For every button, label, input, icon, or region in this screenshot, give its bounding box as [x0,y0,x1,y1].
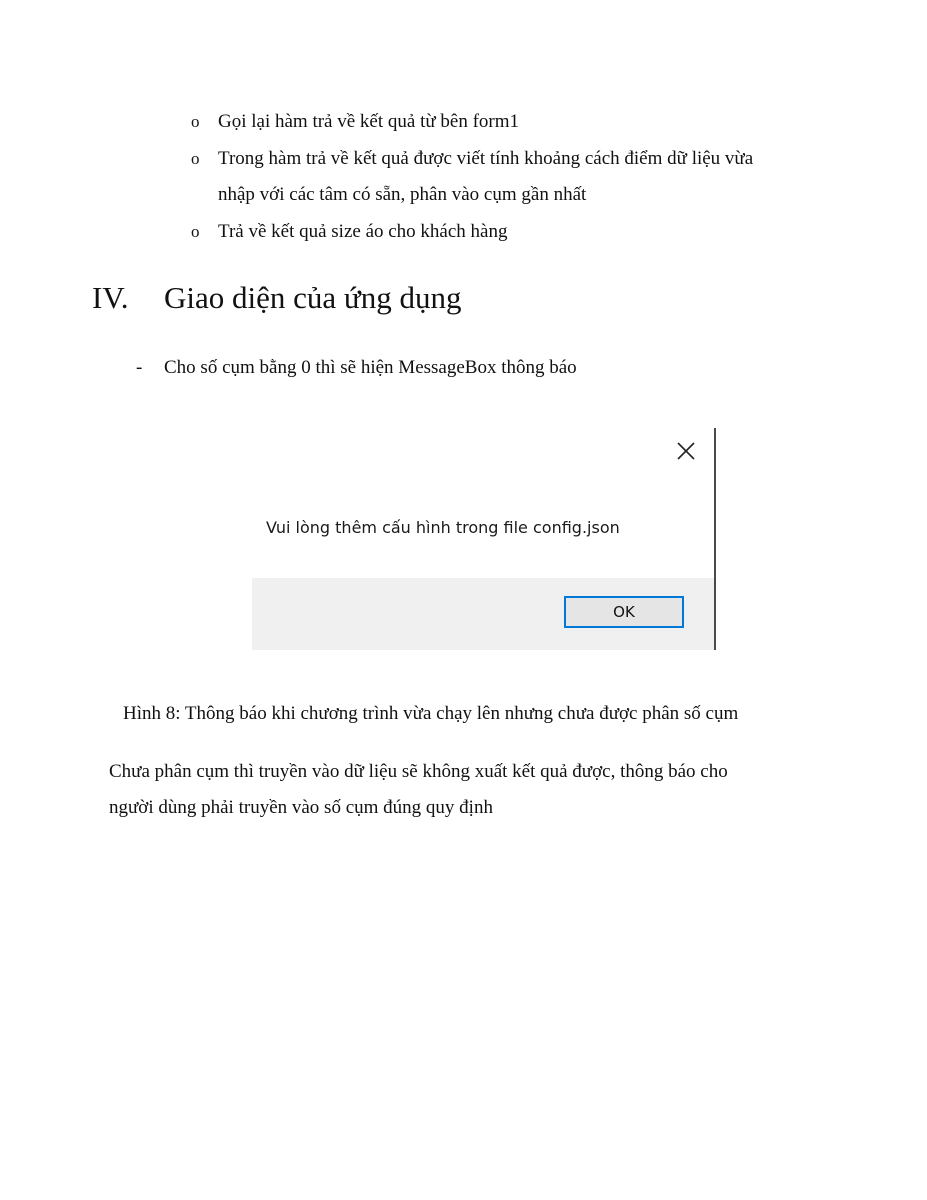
figure-caption: Hình 8: Thông báo khi chương trình vừa chạy lên nhưng chưa được phân số cụm [123,703,739,724]
list-item-text: Trả về kết quả size áo cho khách hàng [218,221,508,242]
list-item-text: Trong hàm trả về kết quả được viết tính khoảng cách điểm dữ liệu vừa [218,148,754,169]
paragraph-line: Chưa phân cụm thì truyền vào dữ liệu sẽ không xuất kết quả được, thông báo cho [109,761,728,782]
dash-item-text: Cho số cụm bằng 0 thì sẽ hiện MessageBox thông báo [164,357,577,378]
close-icon[interactable] [675,440,697,462]
list-item-text-continued: nhập với các tâm có sẵn, phân vào cụm gần nhất [218,184,587,205]
paragraph-line: người dùng phải truyền vào số cụm đúng quy định [109,797,493,818]
message-box [252,428,716,650]
bullet-marker: o [191,149,200,168]
message-text: Vui lòng thêm cấu hình trong file config.json [266,518,620,537]
section-title: Giao diện của ứng dụng [164,280,462,315]
bullet-marker: o [191,112,200,131]
bullet-marker: o [191,222,200,241]
list-item-text: Gọi lại hàm trả về kết quả từ bên form1 [218,111,520,132]
message-box-footer [252,578,714,650]
ok-button[interactable]: OK [564,596,684,628]
window-edge [714,428,716,650]
dash-marker: - [136,357,143,378]
section-number: IV. [92,280,129,315]
